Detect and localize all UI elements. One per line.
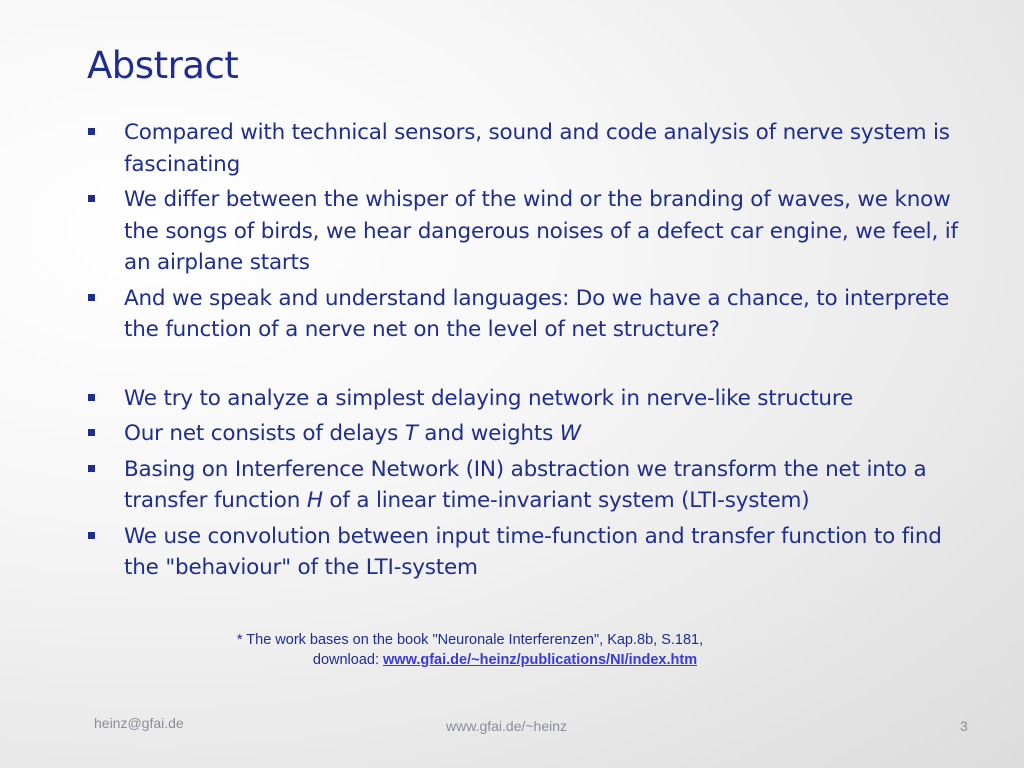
bullet-item — [86, 383, 966, 415]
bullet-text: of a linear time-invariant system (LTI-system) — [322, 488, 810, 513]
bullet-text: Basing on Interference Network (IN) abstraction we transform the net into a transfer function — [124, 456, 927, 513]
bullet-marker-icon — [88, 465, 95, 472]
symbol-h: H — [306, 488, 323, 513]
bullet-text: We differ between the whisper of the wind or the branding of waves, we know the songs of birds, we hear dangerous noises of a defect car engine, we feel, if an airplane starts — [124, 187, 958, 275]
bullet-marker-icon — [88, 128, 95, 135]
bullet-item — [86, 521, 966, 584]
bullet-item — [86, 184, 966, 279]
bullet-marker-icon — [88, 195, 95, 202]
slide-title: Abstract — [87, 44, 239, 87]
footnote — [0, 630, 940, 670]
footnote-line2 — [0, 650, 940, 670]
bullet-text: We try to analyze a simplest delaying network in nerve-like structure — [124, 385, 854, 411]
page-number: 3 — [960, 718, 968, 734]
footnote-line1: * The work bases on the book "Neuronale Interferenzen", Kap.8b, S.181, — [236, 632, 704, 648]
footer-email: heinz@gfai.de — [94, 715, 184, 731]
bullet-list — [86, 117, 966, 588]
bullet-text: and weights — [417, 421, 560, 446]
bullet-item — [86, 117, 966, 180]
bullet-marker-icon — [88, 294, 95, 301]
symbol-t: T — [404, 421, 418, 446]
bullet-marker-icon — [88, 394, 95, 401]
bullet-item — [86, 454, 966, 517]
footer-website: www.gfai.de/~heinz — [446, 718, 568, 734]
download-link[interactable]: www.gfai.de/~heinz/publications/NI/index.htm — [383, 652, 698, 668]
bullet-marker-icon — [88, 429, 95, 436]
bullet-marker-icon — [88, 532, 95, 539]
bullet-item — [86, 418, 966, 450]
symbol-w: W — [559, 421, 581, 446]
download-label: download: — [312, 652, 384, 668]
bullet-text: Compared with technical sensors, sound and code analysis of nerve system is fascinating — [124, 120, 950, 177]
bullet-item — [86, 283, 966, 346]
bullet-text: Our net consists of delays — [124, 421, 405, 446]
bullet-text: We use convolution between input time-function and transfer function to find the "behaviour" of the LTI-system — [124, 523, 942, 580]
bullet-text: And we speak and understand languages: Do we have a chance, to interprete the function of a nerve net on the level of net structure? — [124, 285, 950, 342]
